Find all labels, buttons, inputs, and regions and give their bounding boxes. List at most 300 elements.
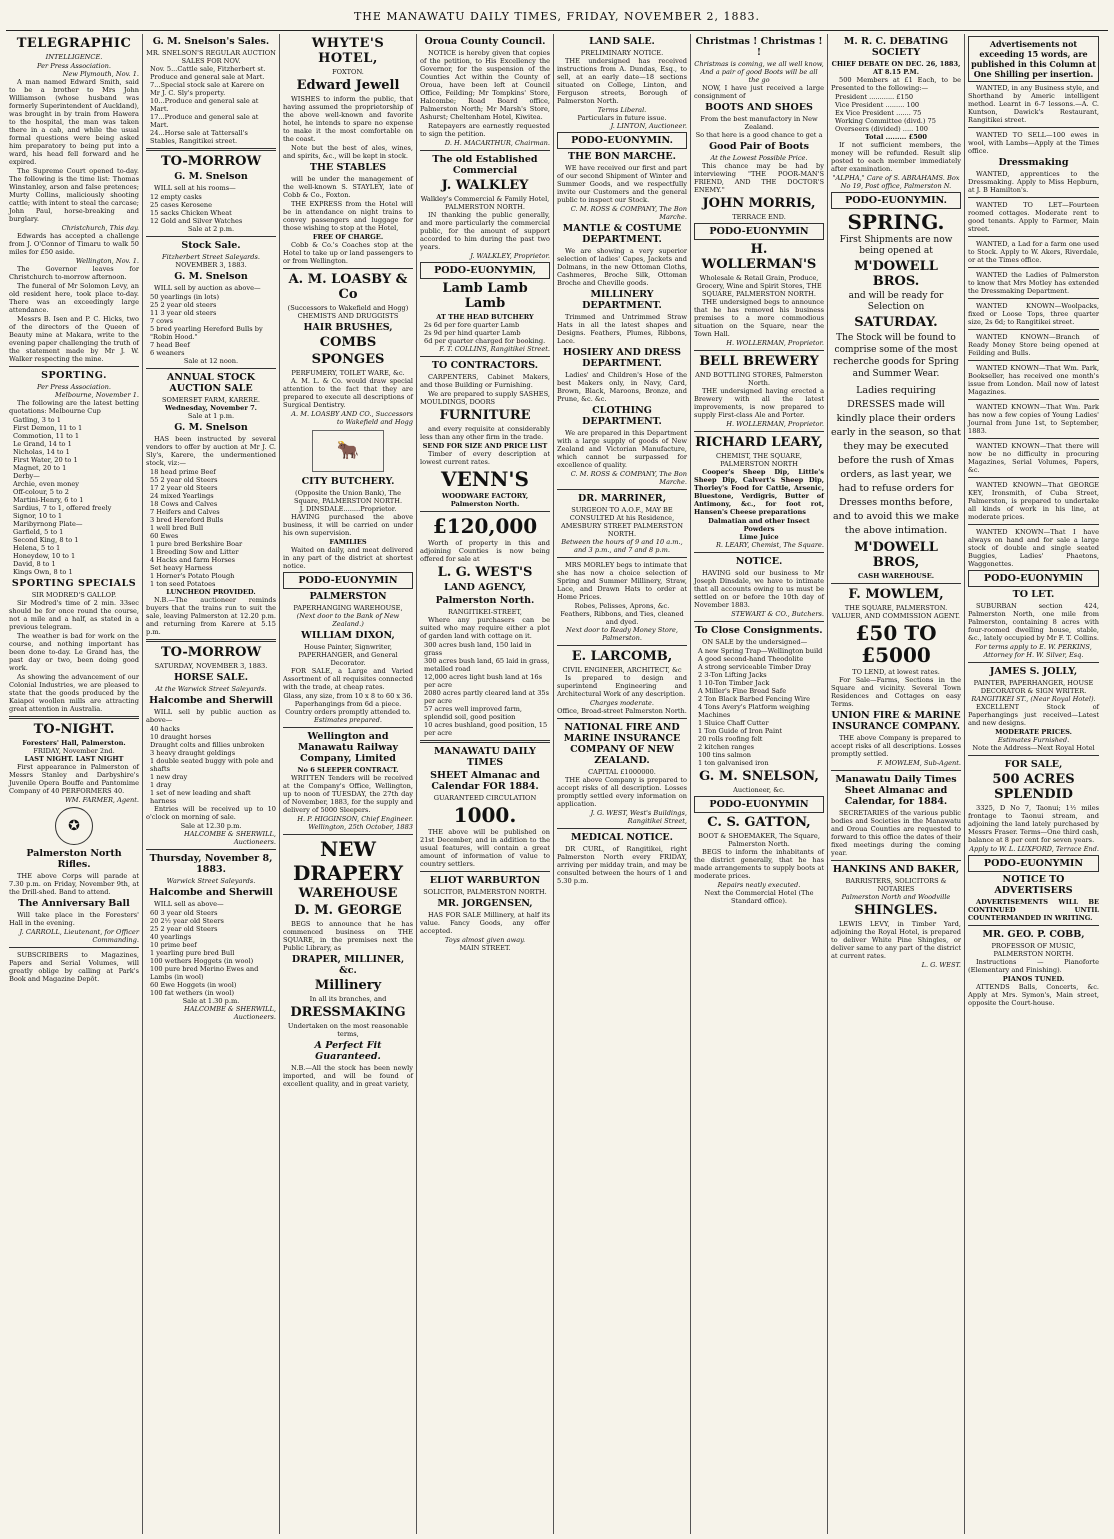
trade: DRAPER, MILLINER, &c. xyxy=(291,954,405,976)
sales-sub: MR. SNELSON'S REGULAR AUCTION SALES FOR NOV. xyxy=(146,49,276,65)
list-item: 24...Horse sale at Tattersall's Stables, Rangitikei street. xyxy=(150,129,248,145)
fit-guaranteed: A Perfect Fit Guaranteed. xyxy=(314,1040,382,1062)
column-1 xyxy=(6,34,143,1534)
divider xyxy=(283,268,413,269)
stables-heading: THE STABLES xyxy=(309,162,387,173)
list-item: 20 2½ year old Steers xyxy=(150,917,224,925)
almanac: SHEET Almanac and Calendar FOR 1884. xyxy=(430,770,540,792)
news-paragraph: We are showing a very superior selection of ladies' Capes, Jackets and Dolmans, in the new Ottoman Cloths, Cashmeres, Broche Silk, Ottoman Broche and Cheville goods. xyxy=(557,247,687,287)
cobb-sub: PROFESSOR OF MUSIC, xyxy=(991,942,1076,950)
commercial-heading: The old Established Commercial xyxy=(432,154,538,176)
walkley-sub: Walkley's Commercial & Family Hotel, PALMERSTON NORTH. xyxy=(420,195,550,211)
news-paragraph: WILL sell as above— xyxy=(154,900,224,908)
jolly-heading: JAMES S. JOLLY, xyxy=(989,666,1078,677)
signature: J. LINTON, Auctioneer. xyxy=(610,122,687,130)
dalmatian: Dalmatian and other Insect Powders xyxy=(708,517,810,533)
list-item: 12 empty casks xyxy=(150,193,202,201)
signature: H. WOLLERMAN, Proprietor. xyxy=(726,420,824,428)
jorgensen-heading: MR. JORGENSEN, xyxy=(437,898,533,909)
telegraphic-heading: TELEGRAPHIC xyxy=(16,36,132,51)
list-item: 100 wethers Hoggets (in wool) xyxy=(150,957,254,965)
shipments: First Shipments are now being opened at xyxy=(839,235,953,256)
particulars: Particulars in future issue. xyxy=(577,114,667,122)
news-paragraph: Is prepared to design and superintend Engineering and Architectural Work of any description. xyxy=(557,674,687,698)
news-paragraph: WISHES to inform the public, that having assumed the proprietorship of the above well-known and favorite hotel, he intends to spare no expense to make it the most comfortable on the coast. xyxy=(283,95,413,143)
divider xyxy=(968,236,1099,237)
terrace-end: TERRACE END. xyxy=(732,213,786,221)
for-sale-heading: FOR SALE, xyxy=(1004,759,1063,770)
news-paragraph: A. M. L. & Co. would draw special attention to the fact that they are prepared to execute all descriptions of Surgical Dentistry. xyxy=(283,377,413,409)
morris-heading: JOHN MORRIS, xyxy=(702,196,816,211)
stock-note: The Stock will be found to comprise some of the most recherche goods for Spring and Summer Wear. xyxy=(833,333,959,379)
loan-amount: £50 TO £5000 xyxy=(855,621,937,667)
podo-euonymin-banner: PODO-EUONYMIN xyxy=(968,570,1099,587)
divider xyxy=(146,148,276,151)
leary-heading: RICHARD LEARY, xyxy=(695,435,823,450)
podo-euonymin-banner: PODO-EUONYMIN xyxy=(968,855,1099,872)
podo-euonymin-banner: PODO-EUONYMIN, xyxy=(420,262,550,279)
news-paragraph: THE above will be published on 21st December, and in addition to the usual features, will contain a great amount of information of value to country settlers. xyxy=(420,828,550,868)
list-item: 25 cases Kerosene xyxy=(150,201,213,209)
news-paragraph: We are prepared to supply SASHES, MOULDINGS, DOORS xyxy=(420,390,550,406)
list-item: Kings Own, 8 to 1 xyxy=(13,568,73,576)
news-paragraph: Messrs B. Isen and P. C. Hicks, two of the directors of the Queen of Beauty mine at Makara, write to the evening paper challenging the truth of the statement made by Mr J. W. Walker respecting the mine. xyxy=(9,315,139,363)
saturday: SATURDAY. xyxy=(854,315,938,330)
news-paragraph: SECRETARIES of the various public bodies and Societies in the Manawatu and Oroua Counties are requested to forward to this office the dates of their fixed meetings during the coming year. xyxy=(831,809,961,857)
news-paragraph: If not sufficient members, the money will be refunded. Result slip posted to each member immediately after examination. xyxy=(831,141,961,173)
auctioneer-name: G. M. Snelson xyxy=(174,271,248,282)
list-item: 300 acres bush land, 65 laid in grass, metalled road xyxy=(424,657,550,673)
signature: D. H. MACARTHUR, Chairman. xyxy=(444,139,550,147)
news-paragraph: BEGS to inform the inhabitants of the district generally, that he has made arrangements to supply boots at moderate prices. xyxy=(694,848,824,880)
marriner-sub: SURGEON TO A.O.F., MAY BE CONSULTED At his Residence, AMESBURY STREET PALMERSTON NORTH. xyxy=(560,506,684,538)
location: Next door to Ready Money Store, Palmerston. xyxy=(565,626,679,642)
list-item: 1 Breeding Sow and Litter xyxy=(150,548,239,556)
betting-list xyxy=(9,416,139,576)
gatton-sub: BOOT & SHOEMAKER, The Square, Palmerston North. xyxy=(698,832,820,848)
walkley-name: J. WALKLEY xyxy=(441,178,529,193)
signature: STEWART & CO., Butchers. xyxy=(731,610,824,618)
preliminary: PRELIMINARY NOTICE. xyxy=(580,49,664,57)
branches: In all its branches, and xyxy=(309,995,387,1003)
terms: Undertaken on the most reasonable terms, xyxy=(287,1022,409,1038)
list-item: Set heavy Harness xyxy=(150,564,213,572)
hair-brushes: HAIR BRUSHES, xyxy=(303,322,393,333)
divider xyxy=(968,755,1099,756)
palmerston-heading: PALMERSTON xyxy=(309,591,387,602)
list-item: 2080 acres partly cleared land at 35s per acre xyxy=(424,689,549,705)
union-heading: UNION FIRE & MARINE INSURANCE COMPANY. xyxy=(831,710,961,732)
news-paragraph: As showing the advancement of our Colonial Industries, we are pleased to state that the goods produced by the Kaiapoi woollen mills are attracting great attention in Australia. xyxy=(9,673,139,713)
cobb-street: PALMERSTON NORTH. xyxy=(993,950,1074,958)
divider xyxy=(968,267,1099,268)
list-item: 1 pure bred Berkshire Boar xyxy=(150,540,243,548)
news-paragraph: MRS MORLEY begs to intimate that she has now a choice selection of Spring and Summer Millinery, Straw, Lace, and Drawn Hats to order at Home Prices. xyxy=(557,561,687,601)
divider xyxy=(694,621,824,622)
list-item: 6 weaners xyxy=(150,349,185,357)
credit: Per Press Association. xyxy=(37,383,111,391)
signature: Apply to W. L. LUXFORD, Terrace End. xyxy=(969,845,1099,853)
list-item: First Water, 20 to 1 xyxy=(13,456,78,464)
news-paragraph: Ratepayers are earnestly requested to sign the petition. xyxy=(420,122,550,138)
list-item: 3 bred Hereford Bulls xyxy=(150,516,224,524)
auctioneer-name: G. M. Snelson xyxy=(174,171,248,182)
list-item: A strong serviceable Timber Dray xyxy=(698,663,811,671)
divider xyxy=(9,947,139,948)
signature: C. M. ROSS & COMPANY, The Bon Marche. xyxy=(570,470,687,486)
signature: F. MOWLEM, Sub-Agent. xyxy=(877,759,961,767)
lamb-heading: Lamb Lamb Lamb xyxy=(442,281,528,311)
good-boots: Good Pair of Boots xyxy=(709,141,809,152)
divider xyxy=(831,770,961,771)
list-item: 25 2 year old steers xyxy=(150,301,217,309)
debating-sub: CHIEF DEBATE ON DEC. 26, 1883, AT 8.15 P.M. xyxy=(831,60,961,76)
news-paragraph: WILL sell by public auction as above— xyxy=(146,708,276,724)
list-item: A good second-hand Theodolite xyxy=(698,655,804,663)
times-heading: MANAWATU DAILY TIMES xyxy=(434,746,536,768)
manufactory: From the best manufactory in New Zealand. xyxy=(700,115,818,131)
list-item: A Miller's Fine Bread Safe xyxy=(698,687,787,695)
dressmaking: DRESSMAKING xyxy=(290,1005,406,1020)
list-item: 40 yearlings xyxy=(150,933,192,941)
list-item: 1 Sluice Chaff Cutter xyxy=(698,719,769,727)
butchery: AT THE HEAD BUTCHERY xyxy=(436,313,534,321)
news-paragraph: NOW, I have just received a large consignment of xyxy=(694,84,824,100)
snelson-heading: G. M. SNELSON, xyxy=(699,769,819,784)
list-item: 1 Ton Guide of Iron Paint xyxy=(698,727,782,735)
list-item: 7 Heifers and Calves xyxy=(150,508,220,516)
tomorrow-heading: TO-MORROW xyxy=(160,645,262,660)
divider xyxy=(420,740,550,743)
annual-sale-heading: ANNUAL STOCK AUCTION SALE xyxy=(166,372,256,394)
list-item: Draught colts and fillies unbroken xyxy=(150,741,265,749)
mcdowell-heading-2: M'DOWELL BROS, xyxy=(854,540,938,570)
news-paragraph: HAS been instructed by several vendors to offer by auction at Mr J. C. Sly's, Karere, the undermentioned stock, viz:— xyxy=(146,435,276,467)
contract: No 6 SLEEPER CONTRACT. xyxy=(297,766,399,774)
crest-icon: ✪ xyxy=(55,807,93,845)
list-item: 4 Tons Avery's Platform weighing Machines xyxy=(698,703,810,719)
news-paragraph: N.B.—All the stock has been newly imported, and will be found of excellent quality, and in great variety, xyxy=(283,1064,413,1088)
news-paragraph: and every requisite at considerably less than any other firm in the trade. xyxy=(420,425,550,441)
podo-euonymin-banner: PODO-EUONYMIN xyxy=(694,796,824,813)
news-paragraph: EXCELLENT Stock of Paperhangings just received—Latest and new designs. xyxy=(968,703,1099,727)
list-item: 10...Produce and general sale at Mart. xyxy=(150,97,259,113)
list-item: 1 ton galvanised iron xyxy=(698,759,769,767)
divider xyxy=(146,236,276,237)
list-item: 15 sacks Chicken Wheat xyxy=(150,209,232,217)
george-name: D. M. GEORGE xyxy=(294,903,402,918)
verse: Christmas is coming, we all well know, And a pair of good Boots will be all the go xyxy=(694,60,824,84)
news-paragraph: LEWIS LEVY, in Timber Yard, adjoining the Royal Hotel, is prepared to deliver White Pine Shingles, or deliver same to any part of the district at current rates. xyxy=(831,920,961,960)
list-item: 4 Hacks and farm Horses xyxy=(150,556,236,564)
list-item: 300 acres bush land, 150 laid in grass xyxy=(424,641,532,657)
list-item: 2 3-Ton Lifting Jacks xyxy=(698,671,767,679)
christmas-heading: Christmas ! Christmas ! ! xyxy=(695,36,823,58)
almanac-heading: Manawatu Daily Times Sheet Almanac and Calendar, for 1884. xyxy=(835,774,957,807)
list-item: 60 Ewes xyxy=(150,532,179,540)
hosiery-heading: HOSIERY AND DRESS DEPARTMENT. xyxy=(563,347,681,369)
news-paragraph: Timber of every description at lowest current rates. xyxy=(420,450,550,466)
list-item: Nicholas, 14 to 1 xyxy=(13,448,70,456)
hankins-sub: BARRISTERS, SOLICITORS & NOTARIES xyxy=(845,877,947,893)
list-item: Gatling, 3 to 1 xyxy=(13,416,61,424)
list-item: 1 10-Ton Timber Jack xyxy=(698,679,770,687)
news-paragraph: ADVERTISEMENTS WILL BE CONTINUED UNTIL COUNTERMANDED IN WRITING. xyxy=(968,898,1099,922)
list-item: Overseers (divided) ..... 100 xyxy=(835,125,928,133)
factory: WOODWARE FACTORY, Palmerston North. xyxy=(441,492,529,508)
auctioneer-name: Halcombe and Sherwill xyxy=(149,695,273,706)
ball-heading: The Anniversary Ball xyxy=(18,898,130,909)
new-heading: NEW xyxy=(320,837,376,861)
cash-warehouse: CASH WAREHOUSE. xyxy=(857,572,935,580)
sponges: SPONGES xyxy=(311,352,385,367)
list-item: 25 2 year old Steers xyxy=(150,925,218,933)
news-paragraph: The following are the latest betting quotations: Melbourne Cup xyxy=(9,399,139,415)
tonight-heading: TO-NIGHT. xyxy=(33,722,115,737)
list-item: 1 dray xyxy=(150,781,172,789)
list-item: 1 set of new leading and shaft harness xyxy=(150,789,251,805)
leary-sub: CHEMIST, THE SQUARE, PALMERSTON NORTH xyxy=(715,452,803,468)
combs: COMBS xyxy=(319,335,377,350)
divider xyxy=(420,150,550,151)
signature: WM. FARMER, Agent. xyxy=(64,796,139,804)
toys: Toys almost given away. xyxy=(444,936,526,944)
dateline: Melbourne, November 1. xyxy=(55,391,139,399)
news-paragraph: A man named Edward Smith, said to be a brother to Mrs John Williamson (whose husband was formerly Superintendent of Auckland), was brought in by train from Hawera to the hospital, the man was taken there in a cab, and while the usual formal questions were being asked him preparatory to being put into a ward, his head fell forward and he expired. xyxy=(9,78,139,166)
list-item: Off-colour, 5 to 2 xyxy=(13,488,69,496)
list-item: 2 Ton Black Barbed Fencing Wire xyxy=(698,695,811,703)
divider xyxy=(9,716,139,719)
news-paragraph: HAVING purchased the above business, it will be carried on under his own supervision. xyxy=(283,513,413,537)
address: Next the Commercial Hotel (The Standard office). xyxy=(704,889,814,905)
warehouse-heading: PAPERHANGING WAREHOUSE, xyxy=(293,604,403,612)
list-item: 7 cows xyxy=(150,317,173,325)
tomorrow-heading: TO-MORROW xyxy=(160,154,262,169)
divider xyxy=(831,860,961,861)
list-item: Maribyrnong Plate— xyxy=(13,520,83,528)
eliot-heading: ELIOT WARBURTON xyxy=(429,875,541,886)
list-item: Garfield, 5 to 1 xyxy=(13,528,64,536)
news-paragraph: WILL sell at his rooms— xyxy=(154,184,236,192)
divider xyxy=(557,828,687,829)
divider xyxy=(968,197,1099,198)
contractors-heading: TO CONTRACTORS. xyxy=(431,360,539,371)
list-item: David, 8 to 1 xyxy=(13,560,56,568)
hankins-place: Palmerston North and Woodville xyxy=(841,893,951,901)
classified-ad: WANTED KNOWN—That Wm. Park has now a few copies of Young Ladies' Journal from June 1st, to September, 1883. xyxy=(968,403,1099,435)
classified-ad: WANTED KNOWN—That I have always on hand and for sale a large stock of double and single seated Buggies, Ladies' Phaetons, Waggonettes. xyxy=(968,528,1099,568)
lime-juice: Lime Juice xyxy=(739,533,779,541)
specials-heading: SPORTING SPECIALS xyxy=(11,578,137,589)
list-item: 20 rolls roofing felt xyxy=(698,735,763,743)
signature: C. M. ROSS & COMPANY, The Bon Marche. xyxy=(570,205,687,221)
sale-date: NOVEMBER 3, 1883. xyxy=(175,261,247,269)
signature: J. CARROLL, Lieutenant, for Officer Commanding. xyxy=(19,928,139,944)
dateline: Wellington, Nov. 1. xyxy=(75,257,139,265)
news-paragraph: The weather is bad for work on the course, and nothing important has been done to-day. Le Grand has, the past day or two, been doing good work. xyxy=(9,632,139,672)
drapery-heading: DRAPERY xyxy=(292,861,404,885)
list-item: 1 well bred Bull xyxy=(150,524,204,532)
news-paragraph: ATTENDS Balls, Concerts, &c. Apply at Mrs. Symon's, Main street, opposite the Court-house. xyxy=(968,983,1099,1007)
news-paragraph: THE above Company is prepared to accept risks of all descriptions. Losses promptly settled. xyxy=(831,734,961,758)
divider xyxy=(968,399,1099,400)
divider xyxy=(968,127,1099,128)
land-sale-heading: LAND SALE. xyxy=(589,36,655,47)
proprietor-name: Edward Jewell xyxy=(296,78,400,93)
news-paragraph: The Supreme Court opened to-day. The following is the time list: Thomas Winstanley, arson and false pretences; Murty Collins, maliciously shooting cattle; with intent to steal the carcase; John Paul, horse-breaking and burglary. xyxy=(9,167,139,223)
news-paragraph: THE above Company is prepared to accept risks of all description. Losses promptly settled every information on application. xyxy=(557,776,687,808)
news-paragraph: Instructions — Pianoforte (Elementary and Finishing). xyxy=(968,958,1099,974)
column-2 xyxy=(143,34,280,1534)
sale-time: Sale at 12 noon. xyxy=(183,357,239,365)
list-item: 7...Special stock sale at Karere on Mr J. C. Sly's property. xyxy=(150,81,265,97)
debating-heading: M. R. C. DEBATING SOCIETY xyxy=(843,36,949,58)
classified-ad: WANTED TO SELL—100 ewes in wool, with Lambs—Apply at the Times office. xyxy=(968,131,1099,155)
gatton-heading: C. S. GATTON, xyxy=(707,815,811,830)
paperhangings: Paperhangings from 6d a piece. xyxy=(294,700,402,708)
list-item: Vice President ......... 100 xyxy=(835,101,920,109)
hotel-place: FOXTON. xyxy=(332,68,364,76)
divider xyxy=(146,368,276,369)
divider xyxy=(694,552,824,553)
small-ads-heading: Advertisements not exceeding 15 words, are published in this Column at One Shilling per insertion. xyxy=(968,36,1099,82)
list-item: A new Spring Trap—Wellington build xyxy=(698,647,823,655)
pianos-tuned: PIANOS TUNED. xyxy=(1002,975,1065,983)
news-paragraph: NOTICE is hereby given that copies of the petition, to His Excellency the Governor, for the suspension of the Counties Act within the County of Oroua, have been left at Council Office, Feilding; Mr Tompkins' Store, Halcombe; Road Board office, Palmerston North; Mr Marsh's Store, Ashurst; Cheltenham Hotel, Kiwitea. xyxy=(420,49,550,121)
proprietor: J. DINSDALE........Proprietor. xyxy=(299,505,397,513)
sale-date: SATURDAY, NOVEMBER 3, 1883. xyxy=(154,662,268,670)
list-item: 10 acres bushland, good position, 15 per acre xyxy=(424,721,548,737)
news-paragraph: IN thanking the public generally, and more particularly the commercial public, for the amount of support accorded to him during the past two years. xyxy=(420,211,550,251)
classified-ad: WANTED KNOWN—Woolpacks, fixed or Loose Tops, three quarter size, 2s 6d; to Rangitikei street. xyxy=(968,302,1099,326)
news-paragraph: 3325, D No 7, Taonui; 1½ miles frontage to Taonui stream, and adjoining the land lately purchased by Messrs Fraser. Terms—One third cash, balance at 8 per cent for seven years. xyxy=(968,804,1099,844)
list-item: 7 head Beef xyxy=(150,341,190,349)
brewery-sub: AND BOTTLING STORES, Palmerston North. xyxy=(695,371,823,387)
list-item: 40 hacks xyxy=(150,725,180,733)
list-item: Derby— xyxy=(13,472,40,480)
hours: Between the hours of 9 and 10 a.m., and 3 p.m., and 7 and 8 p.m. xyxy=(561,538,683,554)
selection: and will be ready for Selection on xyxy=(848,291,944,312)
snelson-sub: Auctioneer, &c. xyxy=(733,786,785,794)
dresses-note: Ladies requiring DRESSES made will kindly place their orders early in the season, so that they may be executed before the rush of Xmas orders, as last year, we had to refuse orders for Dresses months before, and to avoid this we make the above intimation. xyxy=(831,385,961,536)
shingles-heading: SHINGLES. xyxy=(854,903,938,918)
list-item: 24 mixed Yearlings xyxy=(150,492,214,500)
luncheon: LUNCHEON PROVIDED. xyxy=(166,588,256,596)
news-paragraph: Edwards has accepted a challenge from J. O'Connor of Timaru to walk 50 miles for £50 aside. xyxy=(9,232,139,256)
classified-ad: WANTED KNOWN—That GEORGE KEY, Ironsmith, of Cuba Street, Palmerston, is prepared to undertake all kinds of work in his line, at moderate prices. xyxy=(968,481,1099,521)
news-paragraph: FOR SALE, a Large and Varied Assortment of all requisites connected with the trade, at cheap rates. xyxy=(283,667,413,691)
millinery-heading: MILLINERY DEPARTMENT. xyxy=(582,289,662,311)
office: Office, Broad-street Palmerston North. xyxy=(557,707,687,715)
money-heading: £120,000 xyxy=(432,514,538,538)
column-5 xyxy=(554,34,691,1534)
list-item: 18 head prime Beef xyxy=(150,468,216,476)
list-item: 17...Produce and general sale at Mart. xyxy=(150,113,259,129)
list-item: 2s 9d per hind quarter Lamb xyxy=(424,329,521,337)
news-paragraph: This chance may be had by interviewing "THE POOR-MAN'S FRIEND, AND THE DOCTOR'S ENEMY." xyxy=(694,162,824,194)
sale-time: Sale at 1.30 p.m. xyxy=(182,997,240,1005)
divider xyxy=(420,871,550,872)
news-paragraph: Where any purchasers can be suited who may require either a plot of garden land with cottage on it. xyxy=(420,616,550,640)
column-6 xyxy=(691,34,828,1534)
divider xyxy=(283,727,413,728)
sale-time: Sale at 12.30 p.m. xyxy=(180,822,242,830)
signature: R. LEARY, Chemist, The Square. xyxy=(715,541,824,549)
list-item: Helena, 5 to 1 xyxy=(13,544,61,552)
list-item: 57 acres well improved farm, splendid soil, good position xyxy=(424,705,523,721)
news-paragraph: THE undersigned having erected a Brewery with all the latest improvements, is now prepared to supply First-class Ale and Porter. xyxy=(694,387,824,419)
news-paragraph: Trimmed and Untrimmed Straw Hats in all the latest shapes and Designs. Feathers, Plumes, Ribbons, Lace. xyxy=(557,313,687,345)
venue: Fitzherbert Street Saleyards. xyxy=(162,253,260,261)
podo-euonymin-banner: PODO-EUONYMIN. xyxy=(831,192,961,209)
list-item: 50 yearlings (in lots) xyxy=(150,293,220,301)
dixon-heading: WILLIAM DIXON, xyxy=(301,630,395,641)
list-item: Working Committee (divd.) 75 xyxy=(835,117,936,125)
news-paragraph: Sir Modred's time of 2 min. 33sec should be for once round the course, not a mile and a half, as stated in a previous telegram. xyxy=(9,599,139,631)
list-item: Sardius, 7 to 1, offered freely xyxy=(13,504,112,512)
estimates: Estimates prepared. xyxy=(314,716,382,724)
list-item: Archie, even money xyxy=(13,480,80,488)
main-street: MAIN STREET. xyxy=(459,944,511,952)
list-item: 1 double seated buggy with pole and shafts xyxy=(150,757,274,773)
classified-ad: WANTED, a Lad for a farm one used to Stock. Apply to W. Akers, Riverdale, or at the Times office. xyxy=(968,240,1099,264)
column-3 xyxy=(280,34,417,1534)
list-item: 100 tins salmon xyxy=(698,751,752,759)
news-paragraph: For Sale—Farms, Sections in the Square and vicinity. Several Town Residences and Cottages on easy Terms. xyxy=(831,676,961,708)
list-item: 17 2 year old Steers xyxy=(150,484,218,492)
divider xyxy=(968,524,1099,525)
chemist-sub: (Successors to Wakefield and Hogg) CHEMISTS AND DRUGGISTS xyxy=(287,304,409,320)
families: FAMILIES xyxy=(329,538,367,546)
news-paragraph: HAVING sold our business to Mr Joseph Dinsdale, we have to intimate that all accounts owing to us must be settled on or before the 10th day of November 1883. xyxy=(694,569,824,609)
warehouse-sub: (Next door to the Bank of New Zealand.) xyxy=(296,612,400,628)
medical-heading: MEDICAL NOTICE. xyxy=(571,832,673,843)
news-paragraph: THE above Corps will parade at 7.30 p.m. on Friday, November 9th, at the Drill-shed. Band to attend. xyxy=(9,872,139,896)
signature: HALCOMBE & SHERWILL, Auctioneers. xyxy=(184,1005,276,1021)
brewery-heading: BELL BREWERY xyxy=(699,354,819,369)
credit: Per Press Association. xyxy=(37,62,111,70)
classified-ad: WANTED, in any Business style, and Shorthand by Americ intelligent method. Learnt in 6-7 lessons.—A. C. Kuntson, Dawick's Restaurant, Rangitikei street. xyxy=(968,84,1099,124)
free-of-charge: FREE OF CHARGE. xyxy=(312,233,384,241)
divider xyxy=(420,511,550,512)
spring-heading: SPRING. xyxy=(847,210,945,234)
sporting-heading: SPORTING. xyxy=(41,370,107,381)
news-paragraph: The Governor leaves for Christchurch to-morrow afternoon. xyxy=(9,265,139,281)
street: RANGITIKEI-STREET, xyxy=(448,608,522,616)
feathers: Feathers, Ribbons, and Ties, cleaned and dyed. xyxy=(560,610,684,626)
event-date: FRIDAY, November 2nd. xyxy=(33,747,115,755)
dixon-sub: House Painter, Signwriter, PAPERHANGER, and General Decorator. xyxy=(298,643,398,667)
jolly-sub: PAINTER, PAPERHANGER, HOUSE DECORATOR & SIGN WRITER. xyxy=(973,679,1094,695)
palmerston: Palmerston North. xyxy=(435,595,535,606)
list-item: 11 3 year old steers xyxy=(150,309,217,317)
news-paragraph: Cobb & Co.'s Coaches stop at the Hotel to take up or land passengers to or from Wellington. xyxy=(283,241,413,265)
divider xyxy=(968,438,1099,439)
divider xyxy=(283,834,413,835)
signature: F. T. COLLINS, Rangitikei Street. xyxy=(439,345,550,353)
news-paragraph: SUBURBAN section 424, Palmerston North, one mile from Palmerston, containing 8 acres with four-roomed dwelling house, stable, &c., lately occupied by Mr F. T. Collins. xyxy=(968,602,1099,642)
chance: So that here is a good chance to get a xyxy=(695,131,823,139)
classified-ad: WANTED KNOWN—Branch of Ready Money Store being opened at Feilding and Bulls. xyxy=(968,333,1099,357)
news-paragraph: THE undersigned has received instructions from A. Dundas, Esq., to sell, at an early date—18 sections situated on College, Linton, and Ferguson streets, Borough of Palmerston North. xyxy=(557,57,687,105)
mowlem-heading: F. MOWLEM, xyxy=(848,587,944,602)
news-paragraph: 500 Members at £1 Each, to be Presented to the following:— xyxy=(831,76,961,92)
insurance-heading: NATIONAL FIRE AND MARINE INSURANCE COMPANY OF NEW ZEALAND. xyxy=(563,722,681,766)
perfumery: PERFUMERY, TOILET WARE, &c. xyxy=(291,369,405,377)
telegraphic-sub: INTELLIGENCE. xyxy=(45,53,103,61)
podo-euonymin-banner: PODO-EUONYMIN xyxy=(283,572,413,589)
list-item: Magnet, 20 to 1 xyxy=(13,464,67,472)
